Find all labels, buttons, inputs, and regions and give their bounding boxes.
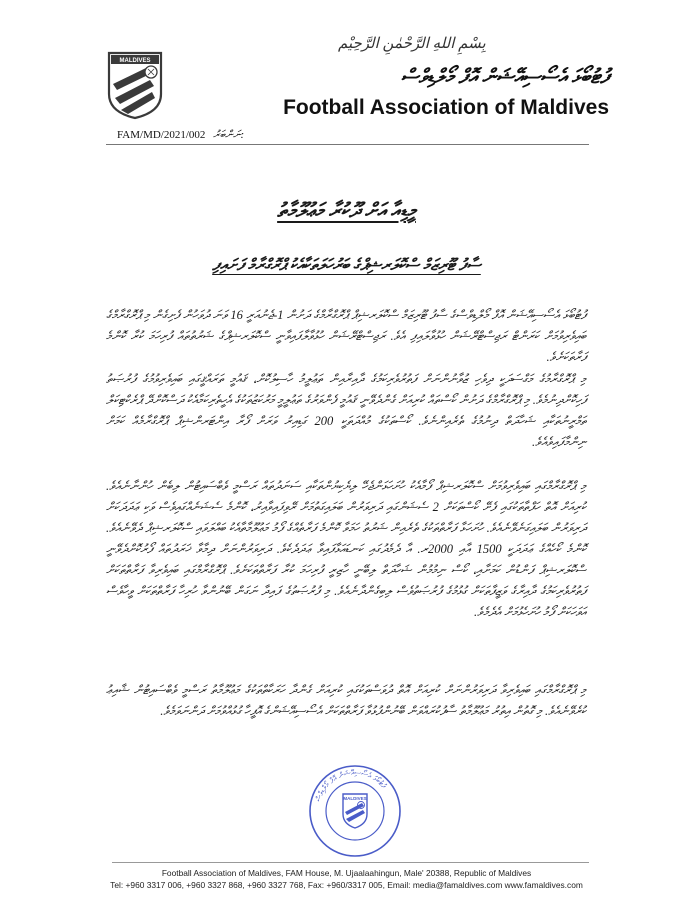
footer-divider xyxy=(112,862,589,863)
stamp-ring-text: ފުޓުބޯޅަ އެސޯސިއޭޝަން އޮފް މޯލްޑިވްސް xyxy=(313,767,389,803)
body-paragraph-1: ފުޓުބޯޅަ އެސޯސިއޭޝަން އޮފް މޯލްޑިވްސްގެ ސާފު ޓޫރިޒަމް ސްކޮލަރޝިޕް ޕްރޮގްރާމްގެ ދަށުން 1-ޖެނުއަރީ 16 ވަނަ ދުވަހުން ފެށިގެން މި ޕްރޮގްރާމްގެ ބައިވެރިވުމަށް ކަރަންޓް ރަޖިސްޓްރޭޝަން ހުޅުވާލައިފި އެވެ. ރަޖިސްޓްރޭޝަން ހުޅުވާލާފައިވާނީ ސްކޮލަރޝިޕްގެ ޝަރުތުތައް ފުރިހަމަ ކުރާ ކޮންމެ ފަރާތަކަށެވެ. xyxy=(106,308,587,364)
reference-line xyxy=(117,129,244,142)
bismillah-calligraphy: بِسْمِ اللهِ الرَّحْمٰنِ الرَّحِيْم xyxy=(338,36,486,52)
press-release-subtitle: ސާފު ޓޫރިޒަމް ސްކޮލަރޝިޕްގެ ބަރުހަލަތަކާއެކު ޕްރޮގްރާމް ފަށައިފި xyxy=(212,257,481,274)
body-paragraph-4: މި ޕްރޮގްރާމްގައި ބައިވެރިވާ ދަރިވަރުންނަށް ކުރިއަށް އޮތް ދުވަސްތަކުގައި ކުރިއަށް ގެންދާ ހަރަކާތްތަކުގެ މަޢުލޫމާތު ރަސްމީ ވެބްސައިޓުން ޝާއިޢު ކުރެވޭނެއެވެ. މި ގޮތުން އިތުރު މަޢުލޫމާތު ސާފުކުރައްވަން ބޭނުންފުޅުވާ ފަރާތްތަކަށް އެސޯސިއޭޝަންގެ އޮފީހާ ގުޅުއްވުމަށް ދަންނަވަމެވެ. xyxy=(106,683,586,718)
logo-text: MALDIVES xyxy=(119,58,151,64)
stamp-center-text: MALDIVES xyxy=(343,796,367,801)
press-release-title: މީޑިއާ އަށް ދޫކުރާ މަޢުލޫމާތު xyxy=(277,200,416,222)
reference-number: FAM/MD/2021/002 xyxy=(117,129,206,141)
footer-contact: Tel: +960 3317 006, +960 3327 868, +960 3327 768, Fax: +960/3317 005, Email: media@famaldives.com www.famaldives.com xyxy=(110,880,583,890)
body-paragraph-3: މި ޕްރޮގްރާމްގައި ބައިވެރިވުމަށް ސްކޮލަރޝިޕް ފޯމާއެކު ހުށަހަޅަންޖެހޭ ލިޔެކިޔުންތަކާއި ސަނަދުތައް ރަސްމީ ވެބްސައިޓުން ލިބެން ހުންނާނެއެވެ. ކުރިއަށް އޮތް ހަފްތާތަކުގައި ފެށޭ ކޯސްތަކަށް 2 ސެޝަންގައި ދަރިވަރުން ބަލައިގަތުމަށް ރޭވިފައިވާއިރު، ކޮންމެ ސެޝަނެއްގައިވެސް ވަކި ޢަދަދަކަށް ދަރިވަރުން ބަލައިގަނެވޭނެއެވެ. ހުށަހަޅާ ފަރާތްތަކުގެ ތެރެއިން ޝަރުތު ހަމަވާ ކޮންމެ ފަރާތެއްގެ ފޯމު މަޢުލޫމާތާއެކު ބައްލަވައި ސްކޮލަރޝިޕް ދެވޭނެއެވެ. ކޮންމެ ކޯހެއްގެ ޢަދަދަކީ 1500 އާއި 2000ރ. އާ ދެމެދުގައި ކަނޑައަޅާފައިވާ ޢަދަދެކެވެ. ދަރިވަރުންނަށް ދިމާވާ ޚަރަދުތައް ފޯރުކޮށްދެވޭނީ ސްކޮލަރޝިޕް ފަންޑުން ކަމަށާއި، ކޯސް ނިމުމުން ޝަހާދަތް ލިބޭނީ ހާޒިރީ ފުރިހަމަ ކުރާ ފަރާތްތަކަށެވެ. ޕްރޮގްރާމްގައި ބައިވެރިވާ ފަރާތްތަކަށް ފަތުރުވެރިކަމުގެ ދާއިރާގެ ވަޒީފާތަކަށް ގުޅުމުގެ ފުރުޞަތުވެސް ލިބިގެންދާނެއެވެ. މި ފުރުޞަތުގެ ފައިދާ ނަގަން ބޭނުންވާ ހުރިހާ ފަރާތްތަކަށް ވީހާވެސް އަވަހަކަށް ފޯމު ހުށަހެޅުމަށް އެދެމެވެ. xyxy=(106,479,586,619)
reference-label: ނަންބަރު: xyxy=(213,129,245,141)
body-paragraph-2: މި ޕްރޮގްރާމުގެ މަގްސަދަކީ ދިވެހި ޒުވާނުންނަށް ފަތުރުވެރިކަމުގެ ދާއިރާއިން ތަޢުލީމު ހާސިލުކޮށް، ޤައުމީ ތަރައްޤީގައި ބައިވެރިވުމުގެ ފުރުޞަތު ފަހިކޮށްދިނުމެވެ. މި ޕްރޮގްރާމްގެ ދަށުން ކޯސްތައް ކުރިއަށް ގެންދެވޭނީ ޤައުމީ ފެންވަރުގެ ތަޢުލީމީ މަރުކަޒުތަކުގެ އެހީތެރިކަމާއެކު ދަސްކޮށްދޭ ޕްރެކްޓިކަލް ތަމްރީނުތަކާއި ޝަހާދަތް ދިނުމުގެ ތެރެއިންނެވެ. ކޯސްތަކުގެ މުއްދަތަކީ 200 ގަޑިއިރު ވަރަށް ފޯރާ އިންޓަރންޝިޕް ޕްރޮގްރާމެއް ކަމަށް ނިންމާފައިވެއެވެ. xyxy=(106,372,586,449)
header-divider xyxy=(106,144,589,145)
official-stamp-icon xyxy=(308,764,402,858)
fam-logo-icon xyxy=(106,50,164,120)
org-name-dhivehi: ފުޓުބޯޅަ އެސޯސިއޭޝަން އޮފް މޯލްޑިވްސް xyxy=(400,66,609,88)
footer-address: Football Association of Maldives, FAM House, M. Ujaalaahingun, Male' 20388, Republic of Maldives xyxy=(161,868,532,878)
org-name-english: Football Association of Maldives xyxy=(283,96,609,119)
